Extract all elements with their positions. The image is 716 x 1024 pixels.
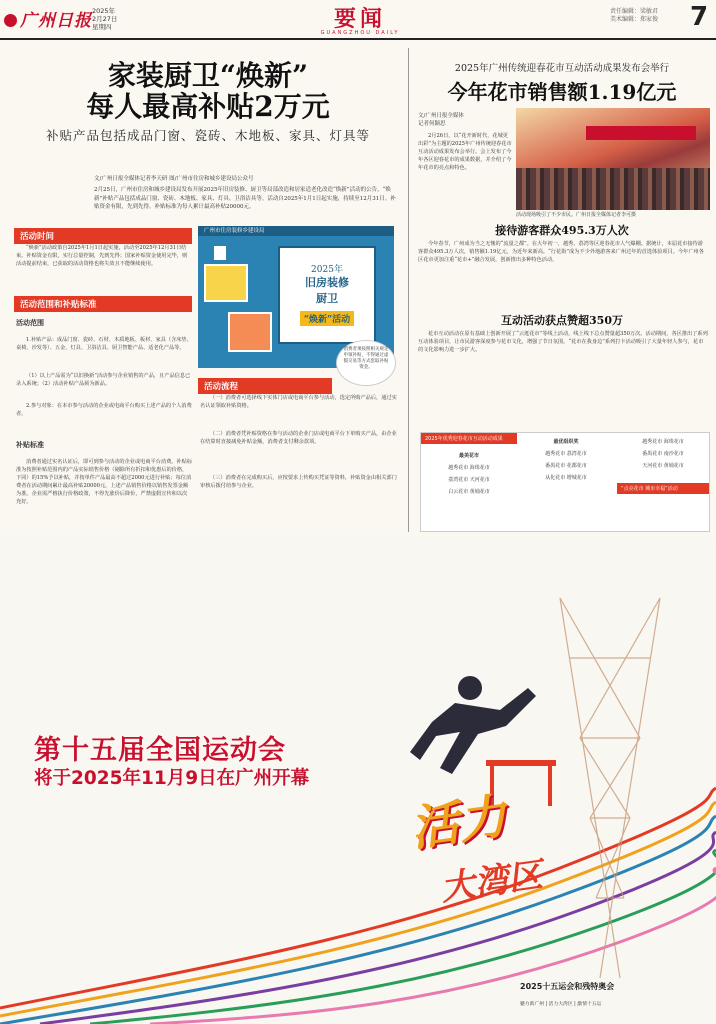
- column-divider: [408, 48, 409, 532]
- page-number: 7: [690, 2, 709, 32]
- flow-paragraph-1: （一）消费者可选择线下实体门店或电商平台参与活动，选定所购产品后，通过实名认证领取补贴资格。: [200, 395, 397, 409]
- slogan-vitality: 活力: [407, 788, 511, 858]
- right-byline-line1: 文/广州日报全媒体: [418, 113, 464, 119]
- banner-footer-slogan: 魅力新广州 | 活力大湾区 | 激情十五运: [520, 1002, 602, 1007]
- subhead-likes: 互动活动获点赞超350万: [501, 314, 623, 327]
- table-col3-row: 越秀花市 海珠花市: [642, 439, 684, 445]
- games-title: 第十五届全国运动会: [34, 735, 286, 766]
- table-col1-row: 白云花市 黄埔花市: [448, 489, 490, 495]
- table-col2-title: 最优组织奖: [553, 439, 579, 445]
- art-editor-line: 美术编辑：郑家俊: [610, 16, 659, 23]
- table-col2-row: 番禺花市 花都花市: [545, 463, 587, 469]
- photo-caption: 活动现场吸引了不少市民。广州日报全媒体记者李可摄: [516, 212, 637, 218]
- flow-paragraph-3: （三）消费者在完成购买后，应按要求上传购买凭证等资料，补贴资金由相关部门审核后拨付给参与企业。: [200, 475, 397, 489]
- headline-line1: 家装厨卫“焕新”: [107, 59, 309, 92]
- promo-kitchen-icon: [228, 312, 272, 352]
- logo-text: 广州日报: [20, 11, 92, 31]
- section-bar-flow: 活动流程: [198, 378, 332, 394]
- promo-line2: 厨卫: [316, 292, 338, 305]
- date-year: 2025年: [92, 7, 116, 15]
- visitors-paragraph: 今年春节，广州成为当之无愧的“流量之都”。在大年初一，越秀、荔湾等区迎春花市人气爆棚。据统计，本届花市接待游客群众495.3万人次，销售额1.19亿元，为近年来新高。“行花街”成为不少外地游客来广州过年的首选体验项目。今年广州各区花市更加注重“花市+”融合发展，创新推出多种特色活动。: [418, 241, 704, 263]
- right-kicker: 2025年广州传统迎春花市互动活动成果发布会举行: [454, 63, 670, 74]
- subhead-standard: 补贴标准: [16, 440, 44, 449]
- right-headline: 今年花市销售额1.19亿元: [447, 80, 677, 104]
- promo-header: 广州市住房装修乡建设局: [198, 226, 394, 236]
- banner-sign-image: [586, 126, 696, 140]
- standard-paragraph: 消费者通过实名认证后，即可到参与活动的企业或电商平台消费。补贴标准为按照补贴范围内的产品实际销售价格（剔除所有折扣和优惠后的价格，下同）的15%予以补贴，并按单件产品最高不超过2000元进行补贴；每位消费者在活动期间累计最高补贴20000元。上述产品销售价格以销售发票金额为准。企业需严格执行价格政策，不得先涨价后降价，严禁虚假宣传和以次充好。: [16, 459, 193, 505]
- table-col3-row: 番禺花市 南沙花市: [642, 451, 684, 457]
- promo-line1: 旧房装修: [305, 276, 349, 289]
- editor-credits: [610, 8, 658, 24]
- right-byline-line2: 记者何颖思: [418, 121, 446, 127]
- date-day: 2月27日: [92, 15, 118, 23]
- range-paragraph-1: 1.补贴产品：成品门窗、瓷砖、石材、木质地板、板材、家具（含床垫、桌椅、沙发等）、五金、灯具、卫浴洁具、厨卫智能产品、适老化产品等。: [16, 337, 192, 351]
- promo-tag: “焕新”活动: [300, 311, 354, 326]
- table-col1-row: 荔湾花市 天河花市: [448, 477, 490, 483]
- section-bar-scope: 活动范围和补贴标准: [14, 296, 192, 312]
- table-col2-row: 越秀花市 荔湾花市: [545, 451, 587, 457]
- banner-footer-title: 2025十五运会和残特奥会: [520, 982, 615, 991]
- editor-line: 责任编辑：梁敏君: [610, 8, 659, 15]
- newspaper-logo: [4, 6, 92, 31]
- games-banner-ad: [0, 538, 716, 1024]
- right-intro-paragraph: 2月26日，以“花开新时代，花城更出彩”为主题的2025年广州传统迎春花市互动活动成果发布会举行。会上发布了今年各区迎春花市的成果数据，并介绍了今年花市的亮点和特色。: [418, 133, 512, 171]
- table-header-right: “点亮花市 城市幸福”活动: [617, 483, 709, 494]
- table-col3-row: 天河花市 黄埔花市: [642, 463, 684, 469]
- speech-bubble: 消费者须按照相关规定申领补贴，不得通过虚假交易等方式套取补贴资金。: [336, 340, 396, 386]
- range-paragraph-2: （1）以上产品需为“以旧换新”活动参与企业销售的产品，且产品信息已录入系统；（2）活动补贴产品须为新品。: [16, 373, 191, 387]
- right-byline: [418, 112, 464, 128]
- byline: 文/广州日报全媒体记者李天研 图/广州市住房和城乡建设局公众号: [94, 176, 254, 182]
- results-table: [420, 432, 710, 532]
- subhead-range: 活动范围: [16, 318, 44, 327]
- headline: [14, 60, 402, 122]
- date-weekday: 星期四: [92, 23, 112, 31]
- subhead-visitors: 接待游客群众495.3万人次: [495, 224, 629, 237]
- time-paragraph: “焕新”活动政策自2025年1月1日起实施，活动至2025年12月31日结束。补贴资金有限，实行总量控制，先到先得；国家补贴资金使用完毕，则活动提前结束，已获取的活动资格也将失效且不能继续使用。: [16, 245, 188, 267]
- section-subtitle: GUANGZHOU DAILY: [320, 30, 400, 36]
- promo-year: 2025年: [311, 265, 343, 275]
- promo-sofa-icon: [204, 264, 248, 302]
- likes-paragraph: 花市互动活动在原有基础上创新开展了“云逛花市”等线上活动，线上线下总点赞量超350万次。活动期间，各区推出了系列互动体验项目，让市民游客深度参与花市文化，增强了节日氛围。“花市在我身边”系列打卡活动吸引了大量年轻人参与，花市的文化影响力进一步扩大。: [418, 331, 708, 353]
- flow-paragraph-2: （二）消费者凭补贴资格在参与活动的企业门店或电商平台下单购买产品，由企业在结算时直接减免补贴金额，消费者支付剩余款项。: [200, 431, 397, 445]
- table-col2-row: 从化花市 增城花市: [545, 475, 587, 481]
- lead-paragraph: 2月25日，广州市住房和城乡建设局发布开展2025年旧房装修、厨卫等局部改造和居家适老化改造“焕新”活动的公告，“焕新”补贴产品包括成品门窗、瓷砖、木地板、家具、灯具、卫浴洁具等。活动自2025年1月1日起实施，持续至12月31日。补贴资金有限，先到先得。补贴标准为每人累计最高补贴20000元。: [94, 187, 396, 210]
- promo-card: [278, 246, 376, 344]
- table-header-left: 2025年优秀迎春花市互动活动成果: [421, 433, 517, 444]
- slogan-greater-bay: 大湾区: [438, 855, 545, 909]
- issue-date: [92, 7, 117, 31]
- subheadline: 补贴产品包括成品门窗、瓷砖、木地板、家具、灯具等: [45, 128, 370, 143]
- section-title: 要闻: [333, 6, 386, 32]
- table-col1-title: 最美花市: [458, 453, 479, 459]
- section-bar-time: 活动时间: [14, 228, 192, 244]
- flower-market-photo: [516, 108, 710, 210]
- headline-line2: 每人最高补贴2万元: [86, 90, 330, 123]
- promo-picture-icon: [214, 246, 226, 260]
- table-col1-row: 越秀花市 海珠花市: [448, 465, 490, 471]
- range-paragraph-3: 2.参与对象：在本市参与活动的企业或电商平台购买上述产品的个人消费者。: [16, 403, 192, 417]
- logo-mark-icon: [4, 14, 17, 27]
- games-date: 将于2025年11月9日在广州开幕: [34, 768, 310, 789]
- crowd-image: [516, 168, 710, 210]
